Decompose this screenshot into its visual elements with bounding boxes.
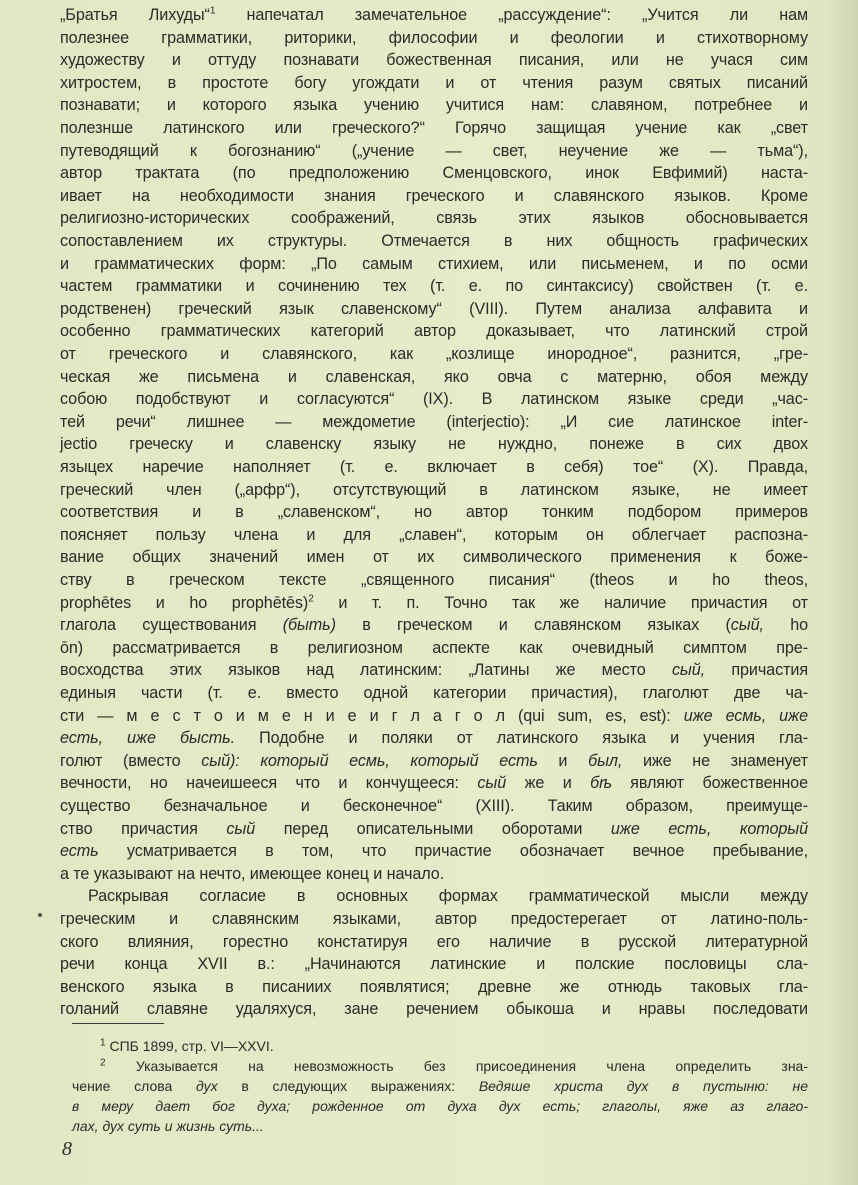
text-line: [60, 976, 808, 998]
text-segment: собою подобствуют и согласуются“ (IX). В латинском языке среди „час-: [60, 390, 808, 409]
text-segment: греческий член („арфр“), отсутствующий в латинском языке, не имеет: [60, 480, 808, 499]
text-segment: Подобне и поляки от латинского языка и учения гла-: [235, 729, 808, 748]
text-segment: частем грамматики и сочинению тех (т. е. по синтаксису) свойствен (т. е.: [60, 277, 808, 296]
footnote-line: [72, 1076, 808, 1096]
text-segment: сый,: [671, 661, 706, 680]
text-segment: усматривается в том, что причастие обозначает вечное пребывание,: [98, 842, 808, 861]
text-line: [60, 49, 808, 71]
text-line: [60, 614, 808, 636]
text-segment: бѣ: [590, 774, 612, 793]
paper-blemish: [38, 913, 42, 917]
footnote-marker: 2: [308, 593, 314, 605]
text-line: [60, 592, 808, 614]
text-segment: (быть): [282, 616, 336, 635]
text-line: [60, 682, 808, 704]
text-line: [60, 388, 808, 410]
footnote-divider: [72, 1023, 164, 1024]
text-line: [60, 4, 808, 26]
text-segment: сый: [477, 774, 507, 793]
text-segment: венского языка в писаниих появлятися; древне же отнюдь таковых гла-: [60, 977, 808, 996]
text-segment: лах, дух суть и жизнь суть...: [72, 1118, 264, 1134]
text-line: [60, 501, 808, 523]
text-segment: сопоставлением их структуры. Отмечается в них общность графических: [60, 232, 808, 250]
text-segment: СПБ 1899, стр. VI—XXVI.: [105, 1038, 274, 1054]
text-line: [60, 705, 808, 727]
text-segment: голаний славяне удаляхуся, зане речением обыкоша и нравы последовати: [60, 1000, 808, 1019]
text-segment: голют (вместо: [60, 751, 202, 770]
text-segment: в греческом и славянском языках (: [335, 616, 731, 635]
text-line: [60, 772, 808, 794]
text-segment: полезнее грамматики, риторики, философии и феологии и стихотворному: [60, 28, 808, 47]
text-line: [60, 185, 808, 207]
text-line: [60, 94, 808, 116]
text-segment: в следующих выражениях:: [217, 1078, 479, 1094]
text-segment: ство причастия: [60, 819, 227, 838]
footnote-line: [100, 1056, 808, 1076]
text-segment: являют божественное: [611, 774, 808, 793]
text-line: [60, 72, 808, 94]
text-segment: вание общих значений имен от их символического применения к боже-: [60, 548, 808, 567]
text-segment: существо безначальное и бесконечное“ (XIII). Таким образом, преимуще-: [60, 797, 808, 815]
text-line: [60, 637, 808, 659]
text-segment: сый,: [730, 616, 764, 635]
text-line: [60, 840, 808, 862]
text-line: [60, 275, 808, 297]
text-line: [60, 659, 808, 681]
text-segment: речи конца XVII в.: „Начинаются латинские и полские пословицы сла-: [60, 955, 808, 974]
text-segment: тей речи“ лишнее — междометие (interjectio): „И сие латинское inter-: [60, 412, 808, 431]
text-segment: глагола существования: [60, 616, 283, 635]
text-line: [60, 931, 808, 953]
footnote-line: [100, 1036, 808, 1056]
text-segment: сый: [226, 819, 256, 838]
text-segment: же и: [506, 774, 591, 793]
text-segment: поясняет пользу члена и для „славен“, которым он облегчает распозна-: [60, 525, 808, 544]
text-segment: вечности, но начеишееся что и кончущееся:: [60, 774, 478, 793]
text-line: [60, 750, 808, 772]
text-line: [60, 253, 808, 275]
text-line: [60, 546, 808, 568]
text-line: [60, 162, 808, 184]
text-segment: религиозно-исторических соображений, связь этих языков обосновывается: [60, 209, 808, 228]
text-segment: иже есть, который: [610, 819, 808, 838]
text-segment: jectio греческу и славенску языку не нуждно, понеже в сих двох: [60, 435, 808, 454]
text-line: [60, 411, 808, 433]
text-line: [60, 818, 808, 840]
text-line: [60, 366, 808, 388]
text-segment: причастия: [705, 661, 809, 680]
text-segment: познавати; и которого языка учению учитися нам: славяном, потребнее и: [60, 96, 808, 115]
text-segment: родственен) греческий язык славенскому“ (VIII). Путем анализа алфавита и: [60, 299, 808, 318]
text-line: [60, 298, 808, 320]
text-segment: и грамматических форм: „По самым стихием, или письменем, и по осми: [60, 254, 808, 273]
text-line: [60, 727, 808, 749]
text-line: [60, 343, 808, 365]
text-segment: Раскрывая согласие в основных формах грамматической мысли между: [88, 887, 808, 906]
text-segment: prophētes и ho prophētēs): [60, 593, 309, 612]
text-line: [60, 207, 808, 229]
text-segment: был,: [588, 751, 623, 770]
text-line: [60, 117, 808, 139]
text-segment: „Братья Лихуды“: [60, 6, 210, 24]
text-segment: соответствия и в „славенском“, но автор тонким подбором примеров: [60, 503, 808, 522]
text-line: [60, 27, 808, 49]
text-line: [60, 569, 808, 591]
text-segment: иже не знаменует: [622, 751, 808, 770]
text-segment: сти — м е с т о и м е н и е и г л а г о л (qui sum, es, est):: [60, 706, 684, 725]
text-segment: восходства этих языков над латинским: „Латины же место: [60, 661, 672, 680]
footnote-marker: 1: [209, 5, 216, 17]
text-segment: а те указывают на нечто, имеющее конец и начало.: [60, 864, 445, 883]
text-segment: есть: [60, 842, 99, 861]
text-segment: единыя части (т. е. вместо одной категории причастия), глаголют две ча-: [60, 684, 808, 702]
text-line: [60, 863, 808, 885]
footnote-marker: 1: [100, 1037, 106, 1049]
text-segment: ивает на необходимости знания греческого и славянского языков. Кроме: [60, 186, 808, 205]
text-line: [60, 140, 808, 162]
text-segment: хитростем, в простоте богу угождати и от чтения разум святых писаний: [60, 73, 808, 92]
text-segment: от греческого и славянского, как „козлище инородное“, разнится, „гре-: [60, 345, 808, 363]
text-line: [60, 479, 808, 501]
footnote-line: [72, 1116, 808, 1136]
text-segment: в меру дает бог духа; рожденное от духа дух есть; глаголы, яже аз глаго-: [72, 1098, 808, 1114]
text-segment: есть, иже бысть.: [60, 729, 235, 748]
text-segment: ho: [763, 616, 809, 635]
text-segment: Указывается на невозможность без присоединения члена определить зна-: [105, 1058, 808, 1074]
footnote-marker: 2: [100, 1057, 106, 1069]
text-segment: языцех наречие наполняет (т. е. включает в себя) тое“ (X). Правда,: [60, 458, 808, 476]
text-line: [88, 885, 808, 907]
text-segment: путеводящий к богознанию“ („учение — свет, неучение же — тьма“),: [60, 141, 808, 160]
text-segment: и: [537, 751, 589, 770]
text-segment: напечатал замечательное „рассуждение“: „Учится ли нам: [215, 6, 809, 24]
text-segment: Ведяше христа дух в пустыню: не: [478, 1078, 808, 1094]
text-line: [60, 998, 808, 1020]
text-line: [60, 524, 808, 546]
text-segment: и т. п. Точно так же наличие причастия от: [313, 593, 808, 612]
text-line: [60, 433, 808, 455]
text-segment: иже есмь, иже: [683, 706, 808, 725]
text-line: [60, 230, 808, 252]
text-line: [60, 953, 808, 975]
text-segment: ōn) рассматривается в религиозном аспекте как очевидный симптом пре-: [60, 638, 808, 657]
text-line: [60, 456, 808, 478]
text-line: [60, 795, 808, 817]
page-number: 8: [62, 1138, 72, 1160]
footnote-line: [72, 1096, 808, 1116]
text-segment: сый): который есмь, который есть: [201, 751, 538, 770]
text-segment: художеству и оттуду познавати божественная писания, или не учася сим: [60, 51, 808, 70]
text-segment: греческим и славянским языками, автор предостерегает от латино-поль-: [60, 910, 808, 928]
text-segment: ского влияния, горестно констатируя его наличие в русской литературной: [60, 932, 808, 951]
text-line: [60, 908, 808, 930]
text-line: [60, 320, 808, 342]
text-segment: полезнше латинского или греческого?“ Горячо защищая учение как „свет: [60, 119, 808, 137]
text-segment: перед описательными оборотами: [255, 819, 611, 838]
text-segment: чение слова: [72, 1078, 197, 1094]
text-segment: автор трактата (по предположению Сменцовского, инок Евфимий) наста-: [60, 164, 808, 183]
text-segment: ческая же письмена и славенская, яко овча с матерню, обоя между: [60, 367, 808, 386]
text-segment: дух: [196, 1078, 218, 1094]
text-segment: ству в греческом тексте „священного писания“ (theos и ho theos,: [60, 571, 808, 589]
text-segment: особенно грамматических категорий автор доказывает, что латинский строй: [60, 322, 808, 341]
